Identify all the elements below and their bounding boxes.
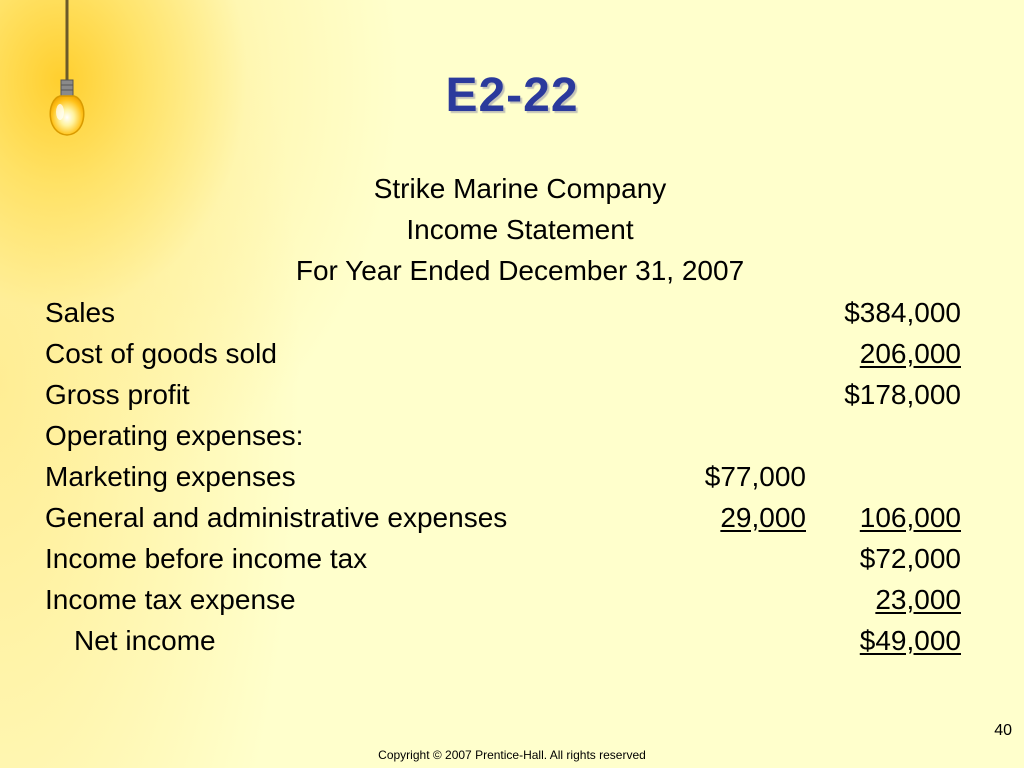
- row-label: Marketing expenses: [45, 461, 296, 492]
- statement-period: For Year Ended December 31, 2007: [295, 255, 745, 286]
- row-income-tax-expense: [45, 579, 961, 620]
- company-name: Strike Marine Company: [373, 173, 667, 204]
- row-operating-expenses: [45, 415, 961, 456]
- row-marketing-expenses: [45, 456, 961, 497]
- row-label: General and administrative expenses: [45, 502, 508, 533]
- row-total: 106,000: [859, 502, 961, 533]
- row-amount: 29,000: [720, 502, 806, 533]
- row-label: Income tax expense: [45, 584, 296, 615]
- row-gross-profit: [45, 374, 961, 415]
- statement-title: Income Statement: [406, 214, 634, 245]
- row-total: 206,000: [859, 338, 961, 369]
- row-label: Cost of goods sold: [45, 338, 277, 369]
- row-label: Income before income tax: [45, 543, 368, 574]
- row-cost-of-goods-sold: [45, 333, 961, 374]
- income-statement: [45, 292, 961, 661]
- row-total: $49,000: [859, 625, 961, 656]
- row-total: 23,000: [875, 584, 961, 615]
- row-sales: [45, 292, 961, 333]
- row-net-income: [45, 620, 961, 661]
- slide-title: E2-22: [445, 69, 579, 122]
- row-total: $178,000: [844, 379, 961, 410]
- row-label: Operating expenses:: [45, 420, 304, 451]
- row-label: Gross profit: [45, 379, 190, 410]
- row-total: $384,000: [844, 297, 961, 328]
- copyright-notice: Copyright © 2007 Prentice-Hall. All rights reserved: [378, 748, 646, 762]
- row-label: Sales: [45, 297, 116, 328]
- page-number: 40: [994, 722, 1012, 739]
- row-amount: $77,000: [704, 461, 806, 492]
- row-total: $72,000: [859, 543, 961, 574]
- row-income-before-tax: [45, 538, 961, 579]
- row-general-admin-expenses: [45, 497, 961, 538]
- row-label: Net income: [74, 625, 216, 656]
